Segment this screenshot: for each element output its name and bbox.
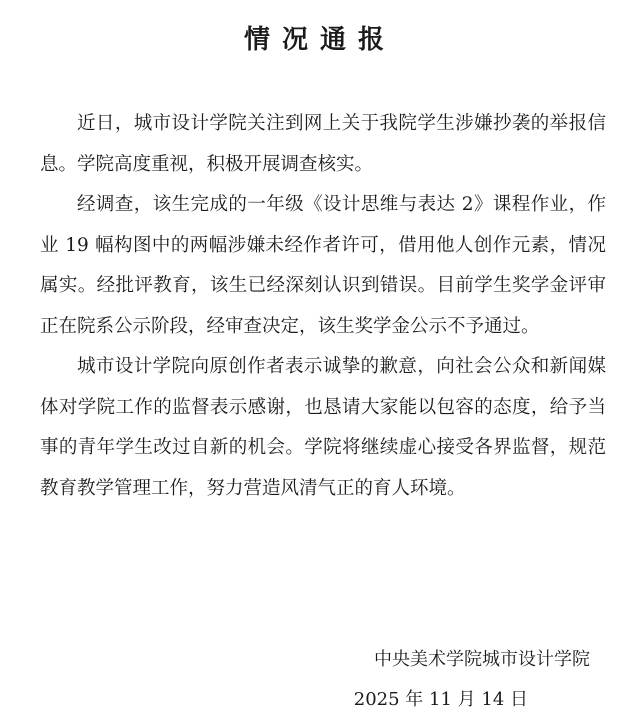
paragraph-findings: 经调查，该生完成的一年级《设计思维与表达 2》课程作业，作业 19 幅构图中的两幅涉嫌未经作者许可，借用他人创作元素，情况属实。经批评教育，该生已经深刻认识到错误。目前学生奖学金评审正在院系公示阶段，经审查决定，该生奖学金公示不予通过。 (40, 194, 606, 337)
paragraph-apology: 城市设计学院向原创作者表示诚挚的歉意，向社会公众和新闻媒体对学院工作的监督表示感谢，也恳请大家能以包容的态度，给予当事的青年学生改过自新的机会。学院将继续虚心接受各界监督，规范教育教学管理工作，努力营造风清气正的育人环境。 (40, 356, 606, 499)
notice-body (40, 104, 606, 509)
page-title: 情况通报 (243, 25, 396, 55)
signature-organization: 中央美术学院城市设计学院 (374, 649, 590, 670)
signature-date: 2025 年 11 月 14 日 (353, 689, 528, 710)
paragraph-intro: 近日，城市设计学院关注到网上关于我院学生涉嫌抄袭的举报信息。学院高度重视，积极开展调查核实。 (40, 113, 606, 175)
signature-block (354, 640, 600, 720)
